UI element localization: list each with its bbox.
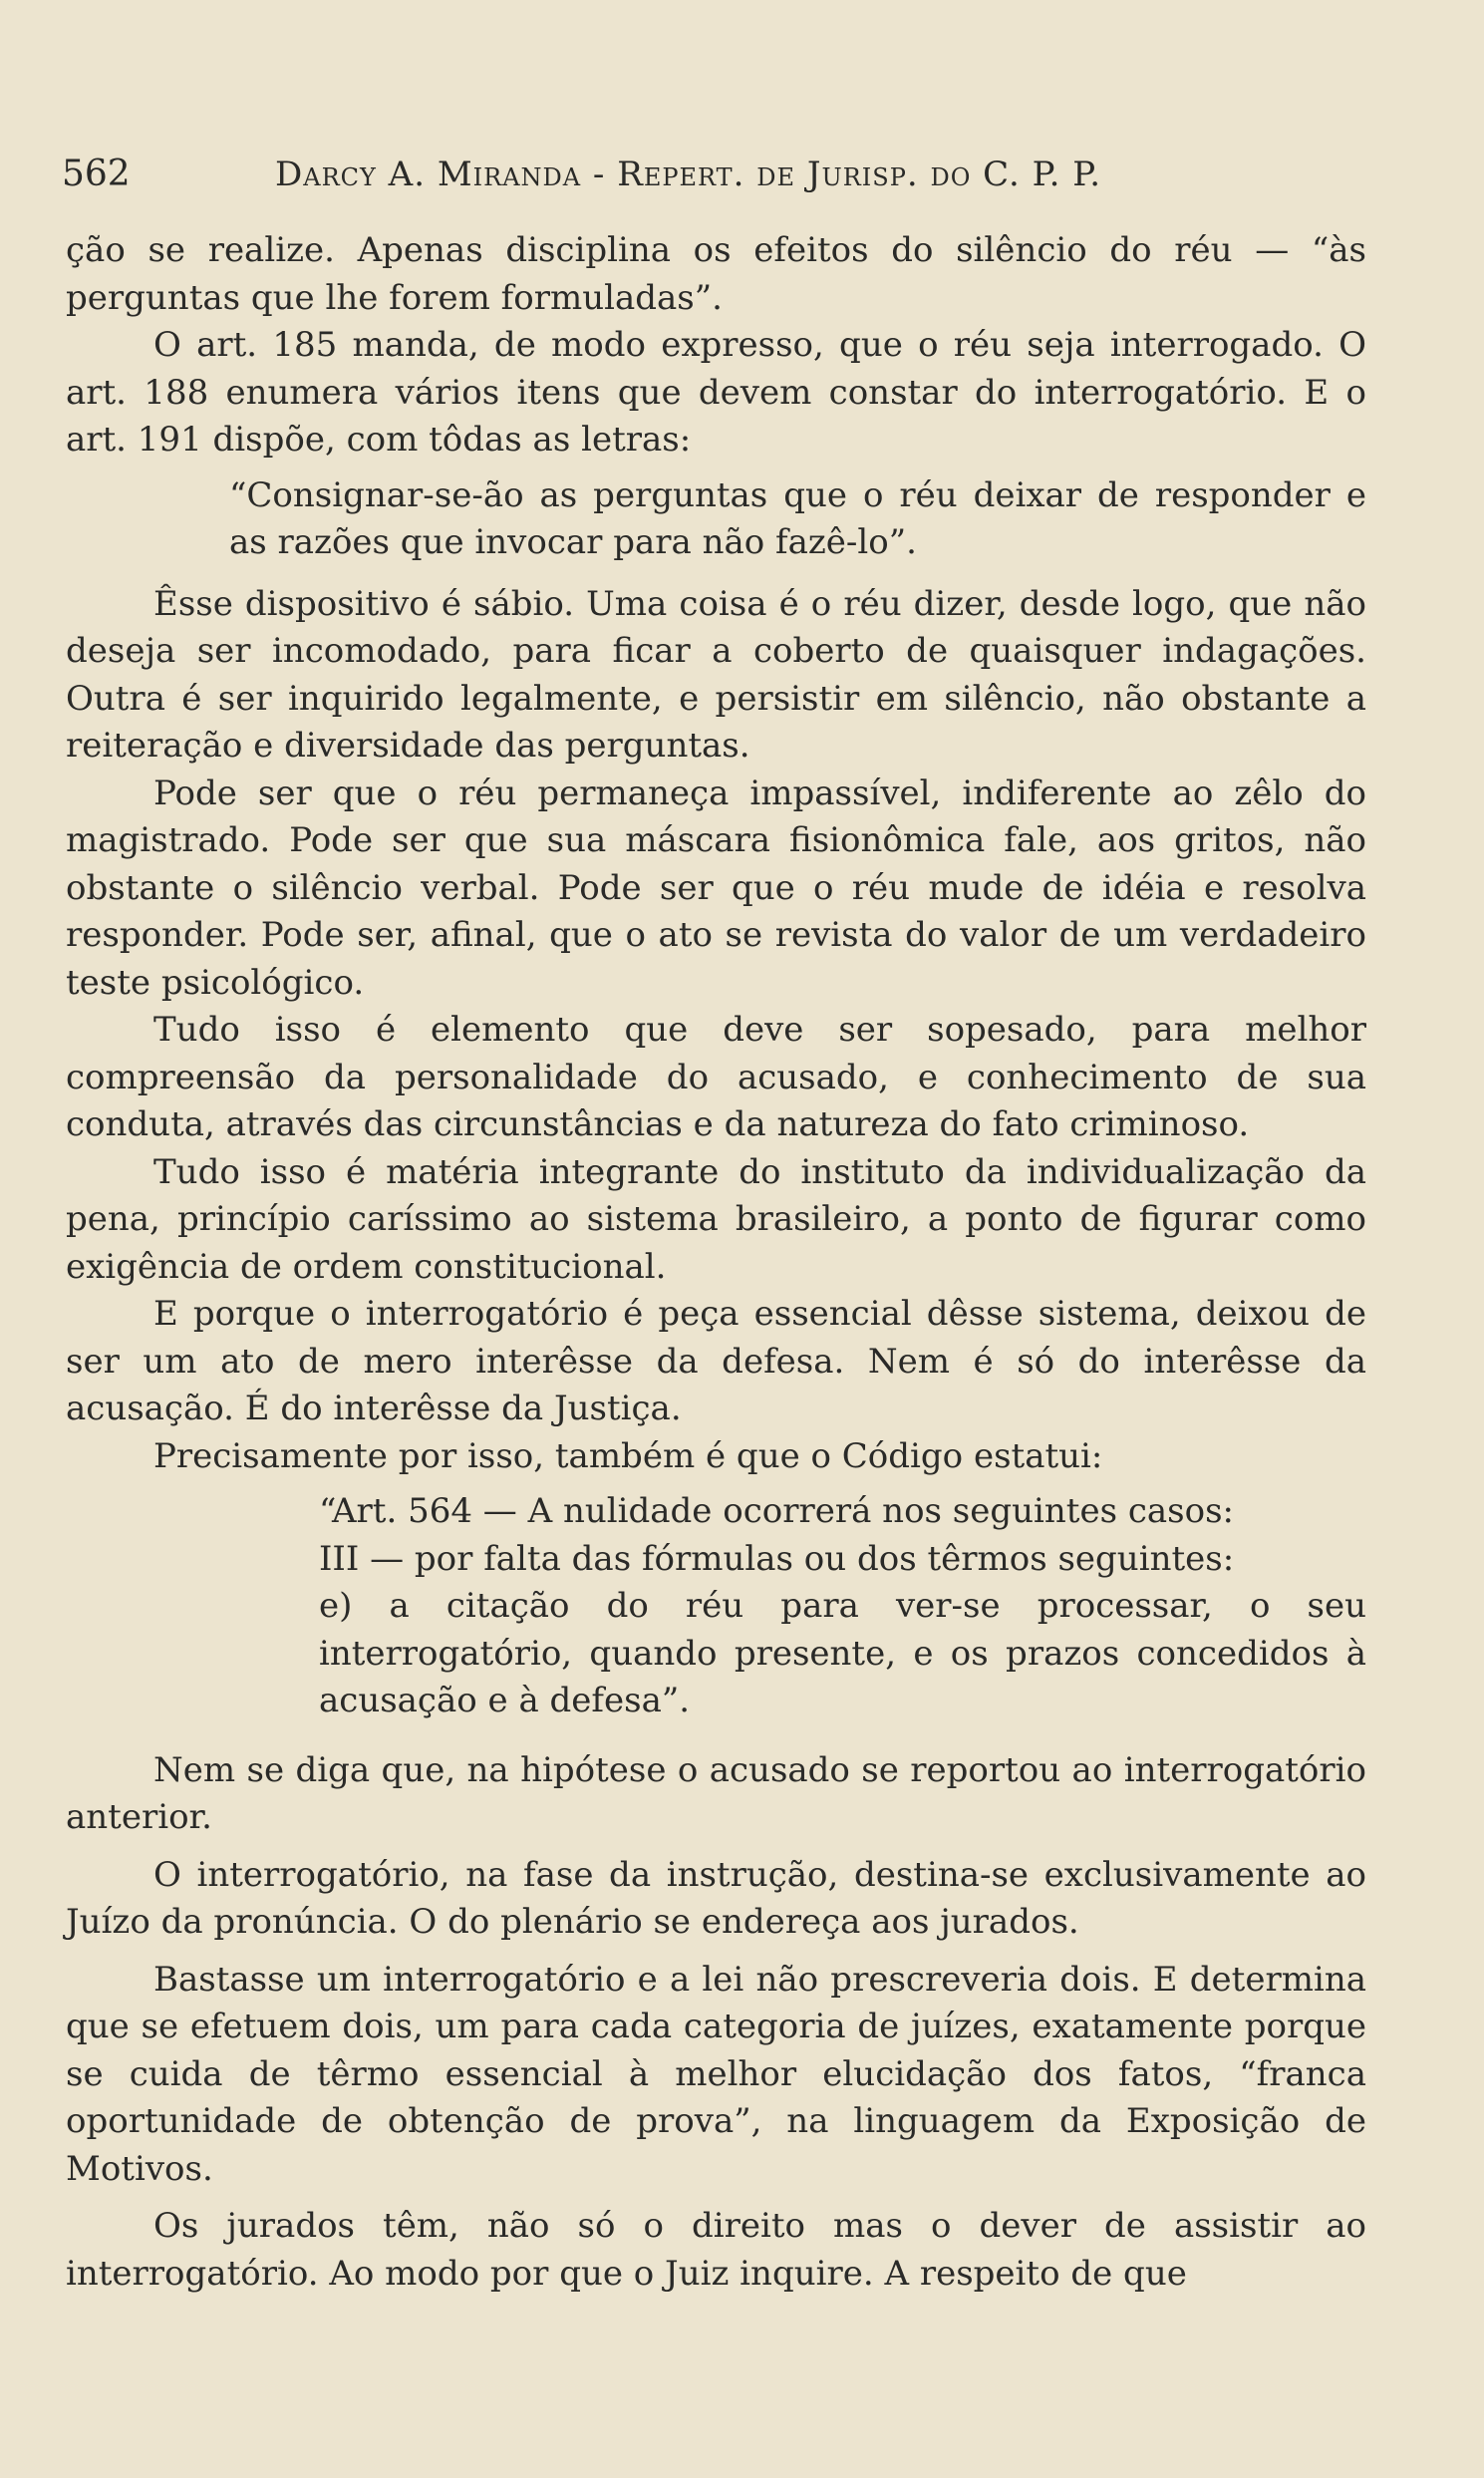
paragraph: O art. 185 manda, de modo expresso, que o réu seja interrogado. O art. 188 enumera vários itens que devem constar do interrogatório. E o art. 191 dispõe, com tôdas as letras: xyxy=(66,325,1366,460)
paragraph: Tudo isso é matéria integrante do instituto da individualização da pena, princípio caríssimo ao sistema brasileiro, a ponto de figurar como exigência de ordem constitucional. xyxy=(66,1151,1366,1287)
paragraph: Os jurados têm, não só o direito mas o dever de assistir ao interrogatório. Ao modo por que o Juiz inquire. A respeito de que xyxy=(66,2206,1366,2294)
statute-quote xyxy=(66,1488,1366,1725)
page-header xyxy=(62,150,1387,199)
paragraph: Nem se diga que, na hipótese o acusado se reportou ao interrogatório anterior. xyxy=(66,1749,1366,1837)
statute-line: III — por falta das fórmulas ou dos têrmos seguintes: xyxy=(319,1538,1235,1579)
statute-line: “Art. 564 — A nulidade ocorrerá nos seguintes casos: xyxy=(319,1491,1234,1531)
statute-line: e) a citação do réu para ver-se processar, o seu interrogatório, quando presente, e os prazos concedidos à acusação e à defesa”. xyxy=(319,1586,1366,1720)
paragraph: Êsse dispositivo é sábio. Uma coisa é o réu dizer, desde logo, que não deseja ser incomodado, para ficar a coberto de quaisquer indagações. Outra é ser inquirido legalmente, e persistir em silêncio, não obstante a reiteração e diversidade das perguntas. xyxy=(66,583,1366,766)
paragraph: ção se realize. Apenas disciplina os efeitos do silêncio do réu — “às perguntas que lhe forem formuladas”. xyxy=(66,230,1366,318)
paragraph: E porque o interrogatório é peça essencial dêsse sistema, deixou de ser um ato de mero interêsse da defesa. Nem é só do interêsse da acusação. É do interêsse da Justiça. xyxy=(66,1294,1366,1428)
paragraph: Pode ser que o réu permaneça impassível, indiferente ao zêlo do magistrado. Pode ser que sua máscara fisionômica fale, aos gritos, não obstante o silêncio verbal. Pode ser que o réu mude de idéia e resolva responder. Pode ser, afinal, que o ato se revista do valor de um verdadeiro teste psicológico. xyxy=(66,773,1366,1003)
paragraph: O interrogatório, na fase da instrução, destina-se exclusivamente ao Juízo da pronúncia. O do plenário se endereça aos jurados. xyxy=(66,1854,1366,1942)
paragraph: Precisamente por isso, também é que o Código estatui: xyxy=(153,1435,1103,1476)
page-number: 562 xyxy=(62,154,131,194)
paragraph: Tudo isso é elemento que deve ser sopesado, para melhor compreensão da personalidade do acusado, e conhecimento de sua conduta, através das circunstâncias e da natureza do fato criminoso. xyxy=(66,1010,1366,1144)
block-quote: “Consignar-se-ão as perguntas que o réu deixar de responder e as razões que invocar para não fazê-lo”. xyxy=(229,474,1366,562)
running-head: Darcy A. Miranda - Repert. de Jurisp. do C. P. P. xyxy=(275,155,1102,194)
body-text xyxy=(66,227,1366,2298)
paragraph: Bastasse um interrogatório e a lei não prescreveria dois. E determina que se efetuem dois, um para cada categoria de juízes, exatamente porque se cuida de têrmo essencial à melhor elucidação dos fatos, “franca oportunidade de obtenção de prova”, na linguagem da Exposição de Motivos. xyxy=(66,1959,1366,2189)
